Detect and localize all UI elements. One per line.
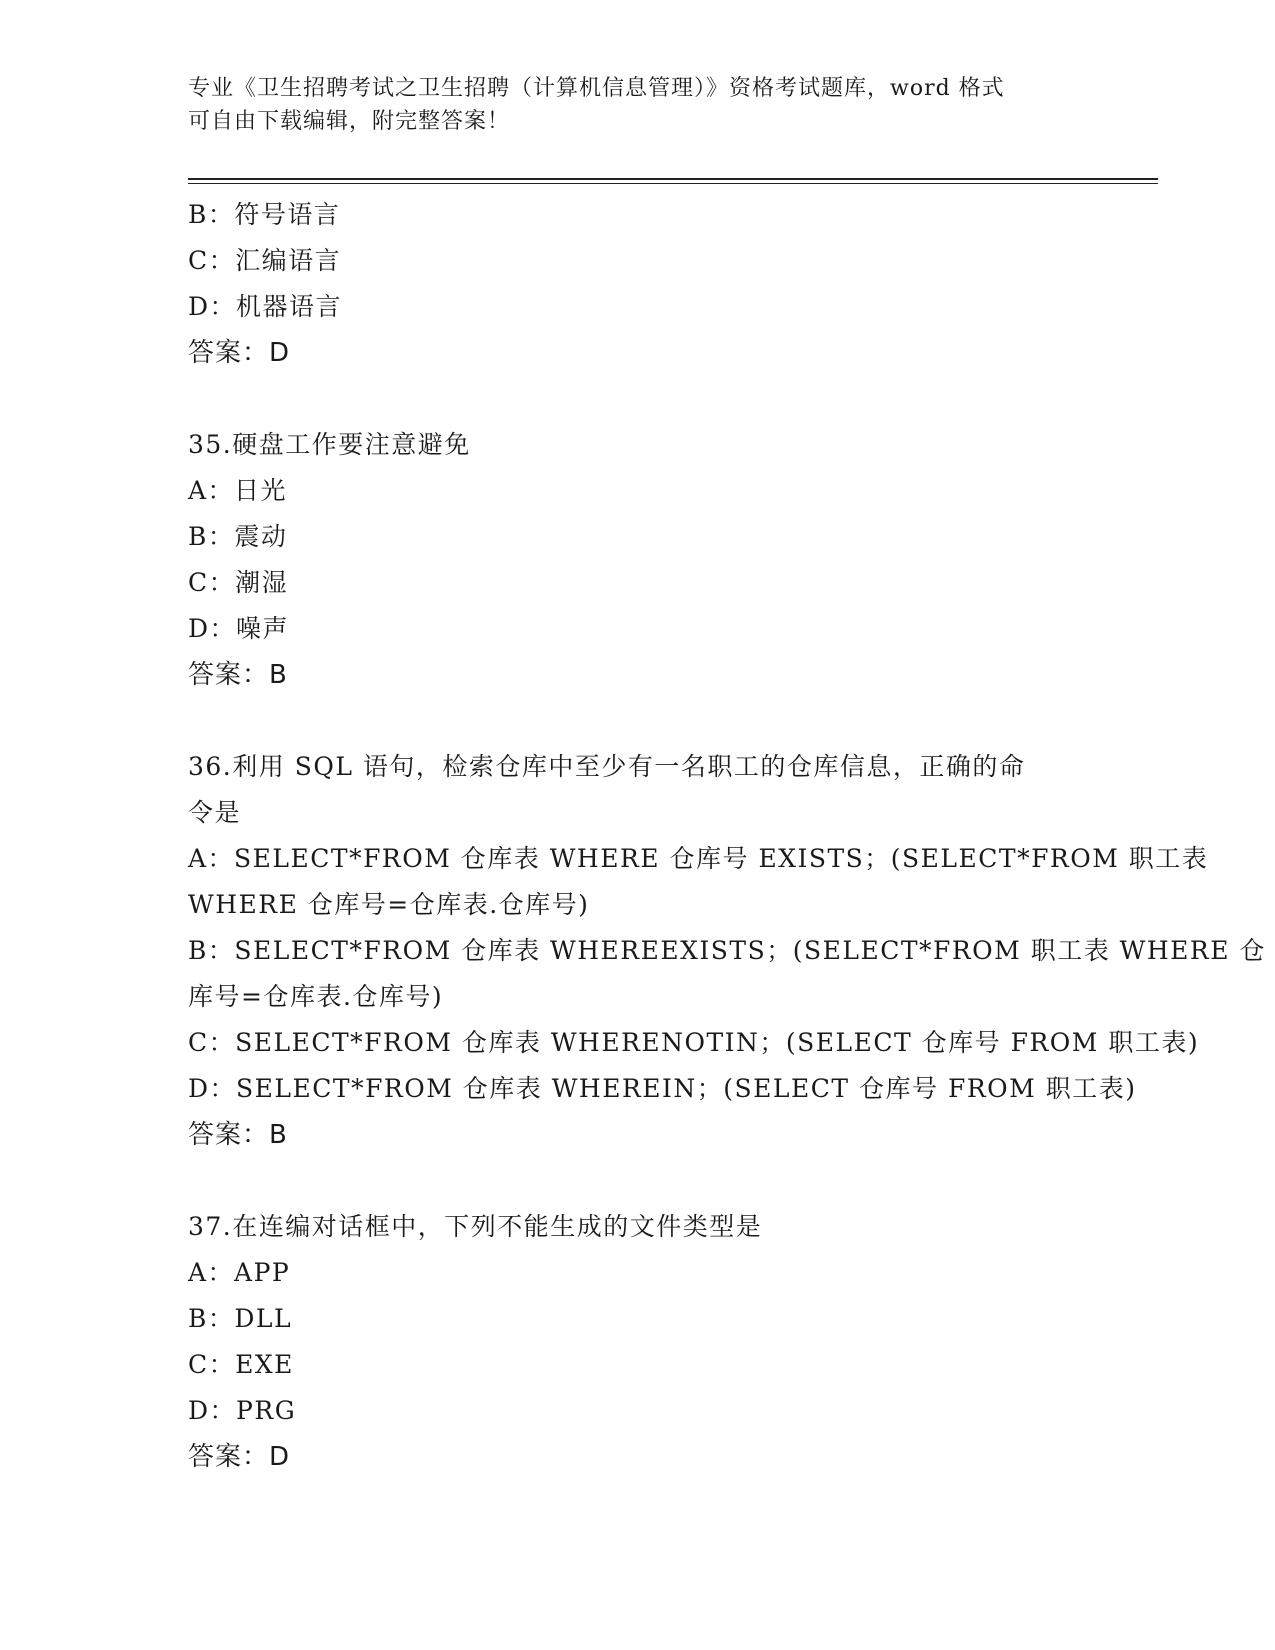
q36-option-b-line-1: B：SELECT*FROM 仓库表 WHEREEXISTS；(SELECT*FROM 职工表 WHERE 仓: [188, 936, 1266, 965]
spacer: [188, 376, 1088, 422]
q36-option-d: D：SELECT*FROM 仓库表 WHEREIN；(SELECT 仓库号 FROM 职工表): [188, 1074, 1137, 1103]
q36-question-line-2: 令是: [188, 798, 242, 827]
q37-option-a: A：APP: [188, 1258, 291, 1287]
question-34: [188, 192, 1088, 376]
question-37: [188, 1204, 1088, 1480]
q34-option-c: C：汇编语言: [188, 246, 342, 275]
question-35: [188, 422, 1088, 698]
q35-question: 35.硬盘工作要注意避免: [188, 430, 471, 459]
question-36: [188, 744, 1266, 1158]
q36-question-line-1: 36.利用 SQL 语句，检索仓库中至少有一名职工的仓库信息，正确的命: [188, 752, 1026, 781]
q35-answer: 答案：B: [188, 660, 288, 690]
q35-option-c: C：潮湿: [188, 568, 289, 597]
q35-option-b: B：震动: [188, 522, 288, 551]
q37-option-b: B：DLL: [188, 1304, 293, 1333]
header-line-1: 专业《卫生招聘考试之卫生招聘（计算机信息管理）》资格考试题库，word 格式: [188, 76, 1005, 101]
q34-option-d: D：机器语言: [188, 292, 343, 321]
document-header: [188, 72, 1088, 138]
q36-option-c: C：SELECT*FROM 仓库表 WHERENOTIN；(SELECT 仓库号 FROM 职工表): [188, 1028, 1200, 1057]
q37-answer: 答案：D: [188, 1442, 291, 1472]
question-list: [188, 192, 1266, 1480]
q36-option-b-line-2: 库号=仓库表.仓库号): [188, 982, 444, 1011]
q35-option-a: A：日光: [188, 476, 288, 505]
q36-option-a-line-1: A：SELECT*FROM 仓库表 WHERE 仓库号 EXISTS；(SELECT*FROM 职工表: [188, 844, 1209, 873]
q35-option-d: D：噪声: [188, 614, 290, 643]
q37-question: 37.在连编对话框中，下列不能生成的文件类型是: [188, 1212, 763, 1241]
q34-option-b: B：符号语言: [188, 200, 341, 229]
spacer: [188, 698, 1088, 744]
header-rule-thin: [188, 183, 1158, 184]
spacer: [188, 1158, 1088, 1204]
q37-option-d: D：PRG: [188, 1396, 297, 1425]
q37-option-c: C：EXE: [188, 1350, 294, 1379]
q34-answer: 答案：D: [188, 338, 291, 368]
header-rule-thick: [188, 178, 1158, 180]
q36-answer: 答案：B: [188, 1120, 288, 1150]
header-line-2: 可自由下载编辑，附完整答案！: [188, 109, 511, 134]
q36-option-a-line-2: WHERE 仓库号=仓库表.仓库号): [188, 890, 590, 919]
